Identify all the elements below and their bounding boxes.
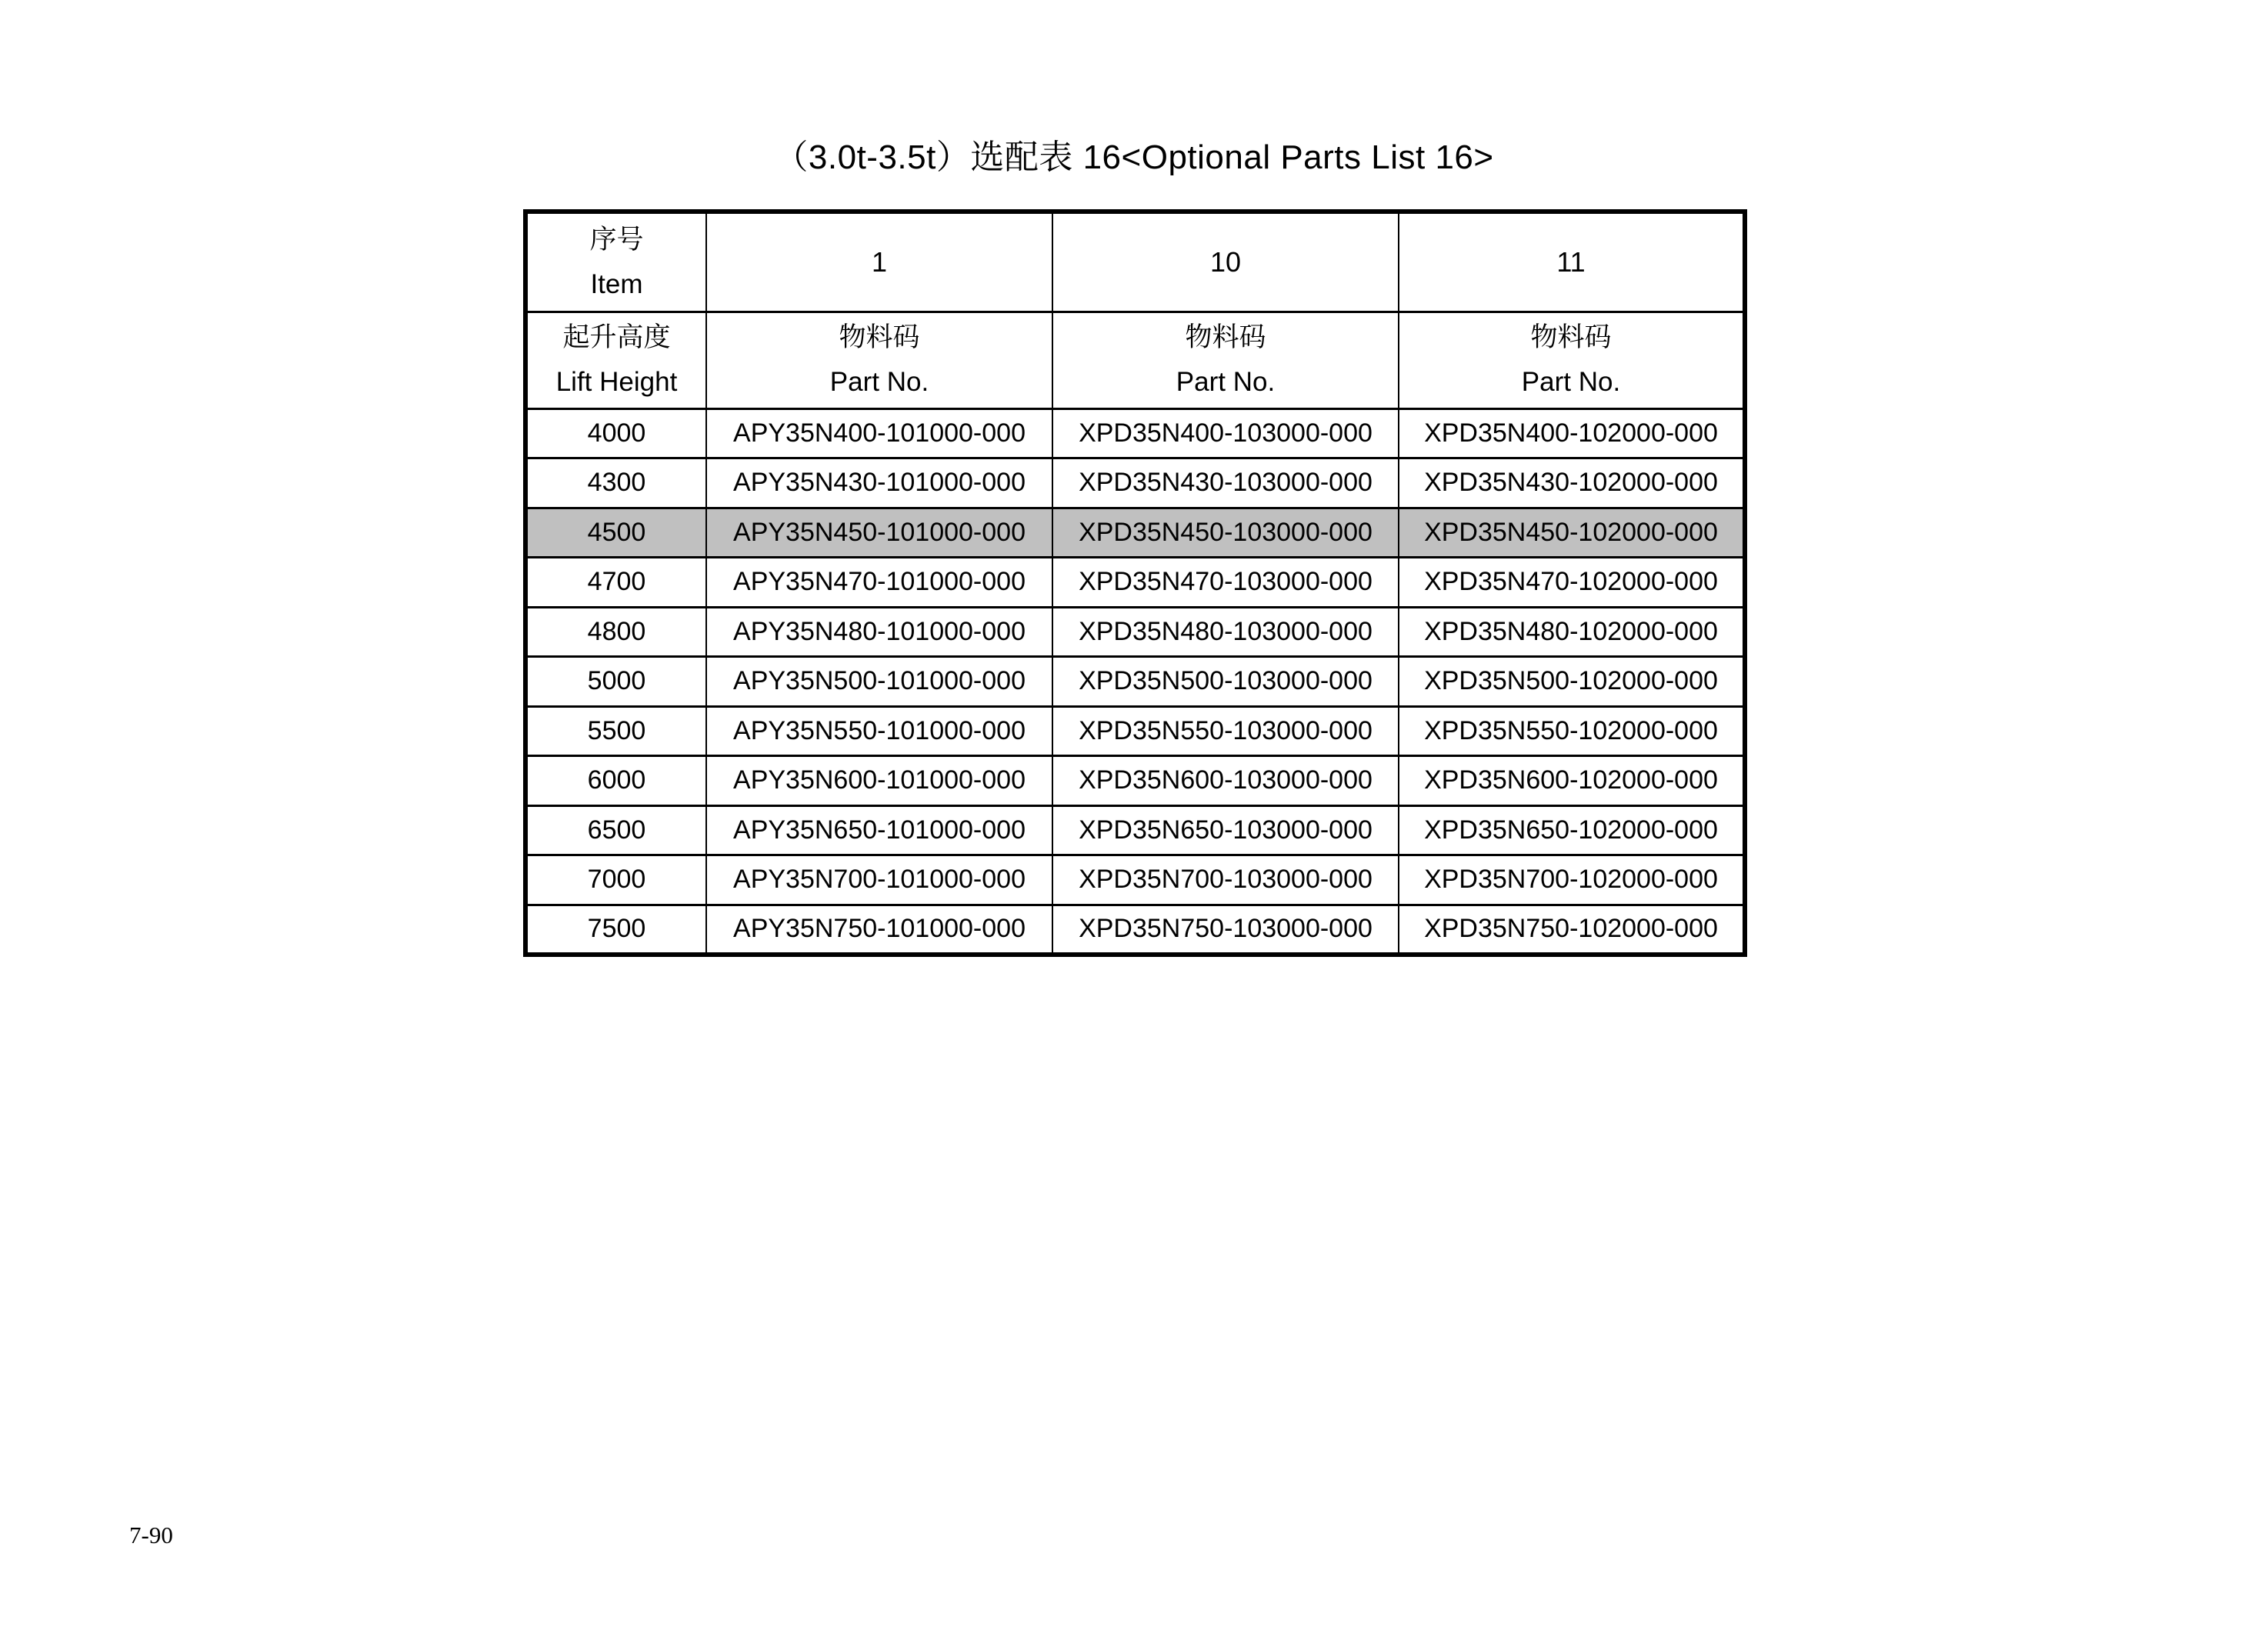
part-no-cell-11: XPD35N480-102000-000 (1399, 607, 1745, 657)
table-row (525, 905, 1745, 955)
part-no-header-cell-10 (1052, 312, 1399, 408)
lift-height-cell: 4500 (525, 508, 706, 558)
part-no-header-cell-1 (706, 312, 1052, 408)
part-no-label-zh: 物料码 (1185, 322, 1266, 352)
part-no-cell-10: XPD35N400-103000-000 (1052, 408, 1399, 458)
lift-height-cell: 6500 (525, 805, 706, 855)
part-no-cell-10: XPD35N430-103000-000 (1052, 458, 1399, 508)
part-no-header-cell-11 (1399, 312, 1745, 408)
part-no-cell-11: XPD35N430-102000-000 (1399, 458, 1745, 508)
lift-height-cell: 6000 (525, 756, 706, 806)
part-no-cell-10: XPD35N480-103000-000 (1052, 607, 1399, 657)
lift-height-cell: 4300 (525, 458, 706, 508)
part-no-label-en: Part No. (829, 367, 929, 397)
part-no-cell-11: XPD35N470-102000-000 (1399, 558, 1745, 608)
part-no-cell-1: APY35N430-101000-000 (706, 458, 1052, 508)
item-10-header-cell: 10 (1052, 212, 1399, 312)
table-row (525, 855, 1745, 905)
part-no-cell-11: XPD35N450-102000-000 (1399, 508, 1745, 558)
part-no-cell-10: XPD35N470-103000-000 (1052, 558, 1399, 608)
part-no-cell-1: APY35N750-101000-000 (706, 905, 1052, 955)
part-no-cell-1: APY35N650-101000-000 (706, 805, 1052, 855)
lift-height-cell: 4000 (525, 408, 706, 458)
table-row (525, 458, 1745, 508)
part-no-cell-10: XPD35N650-103000-000 (1052, 805, 1399, 855)
table-row (525, 706, 1745, 756)
table-row (525, 558, 1745, 608)
header-row-item (525, 212, 1745, 312)
part-no-cell-1: APY35N600-101000-000 (706, 756, 1052, 806)
part-no-cell-11: XPD35N550-102000-000 (1399, 706, 1745, 756)
table-row (525, 508, 1745, 558)
lift-height-header-cell (525, 312, 706, 408)
lift-height-cell: 4800 (525, 607, 706, 657)
part-no-cell-11: XPD35N700-102000-000 (1399, 855, 1745, 905)
table-row (525, 408, 1745, 458)
part-no-cell-1: APY35N400-101000-000 (706, 408, 1052, 458)
header-row-labels (525, 312, 1745, 408)
part-no-label-en: Part No. (1176, 367, 1276, 397)
part-no-cell-10: XPD35N500-103000-000 (1052, 657, 1399, 707)
table-row (525, 657, 1745, 707)
lift-height-label-en: Lift Height (555, 367, 678, 397)
lift-height-label-zh: 起升高度 (562, 322, 671, 352)
lift-height-cell: 5500 (525, 706, 706, 756)
part-no-label-zh: 物料码 (839, 322, 920, 352)
table-row (525, 607, 1745, 657)
lift-height-cell: 7000 (525, 855, 706, 905)
parts-table-body (525, 408, 1745, 955)
item-11-header-cell: 11 (1399, 212, 1745, 312)
item-label-zh: 序号 (589, 224, 644, 255)
part-no-cell-1: APY35N500-101000-000 (706, 657, 1052, 707)
part-no-cell-1: APY35N480-101000-000 (706, 607, 1052, 657)
part-no-cell-11: XPD35N600-102000-000 (1399, 756, 1745, 806)
page-title: （3.0t-3.5t）选配表 16<Optional Parts List 16> (774, 138, 1494, 176)
part-no-cell-1: APY35N470-101000-000 (706, 558, 1052, 608)
item-label-en: Item (590, 268, 643, 299)
item-header-cell (525, 212, 706, 312)
part-no-cell-11: XPD35N750-102000-000 (1399, 905, 1745, 955)
lift-height-cell: 4700 (525, 558, 706, 608)
page-number: 7-90 (129, 1522, 173, 1548)
part-no-cell-1: APY35N700-101000-000 (706, 855, 1052, 905)
part-no-cell-10: XPD35N700-103000-000 (1052, 855, 1399, 905)
part-no-cell-11: XPD35N500-102000-000 (1399, 657, 1745, 707)
part-no-cell-10: XPD35N600-103000-000 (1052, 756, 1399, 806)
part-no-cell-1: APY35N450-101000-000 (706, 508, 1052, 558)
lift-height-cell: 7500 (525, 905, 706, 955)
table-row (525, 756, 1745, 806)
part-no-cell-11: XPD35N650-102000-000 (1399, 805, 1745, 855)
part-no-cell-1: APY35N550-101000-000 (706, 706, 1052, 756)
part-no-cell-11: XPD35N400-102000-000 (1399, 408, 1745, 458)
item-1-header-cell: 1 (706, 212, 1052, 312)
part-no-label-zh: 物料码 (1530, 322, 1612, 352)
part-no-cell-10: XPD35N750-103000-000 (1052, 905, 1399, 955)
lift-height-cell: 5000 (525, 657, 706, 707)
optional-parts-table (523, 209, 1747, 957)
part-no-cell-10: XPD35N550-103000-000 (1052, 706, 1399, 756)
part-no-cell-10: XPD35N450-103000-000 (1052, 508, 1399, 558)
part-no-label-en: Part No. (1521, 367, 1621, 397)
table-row (525, 805, 1745, 855)
